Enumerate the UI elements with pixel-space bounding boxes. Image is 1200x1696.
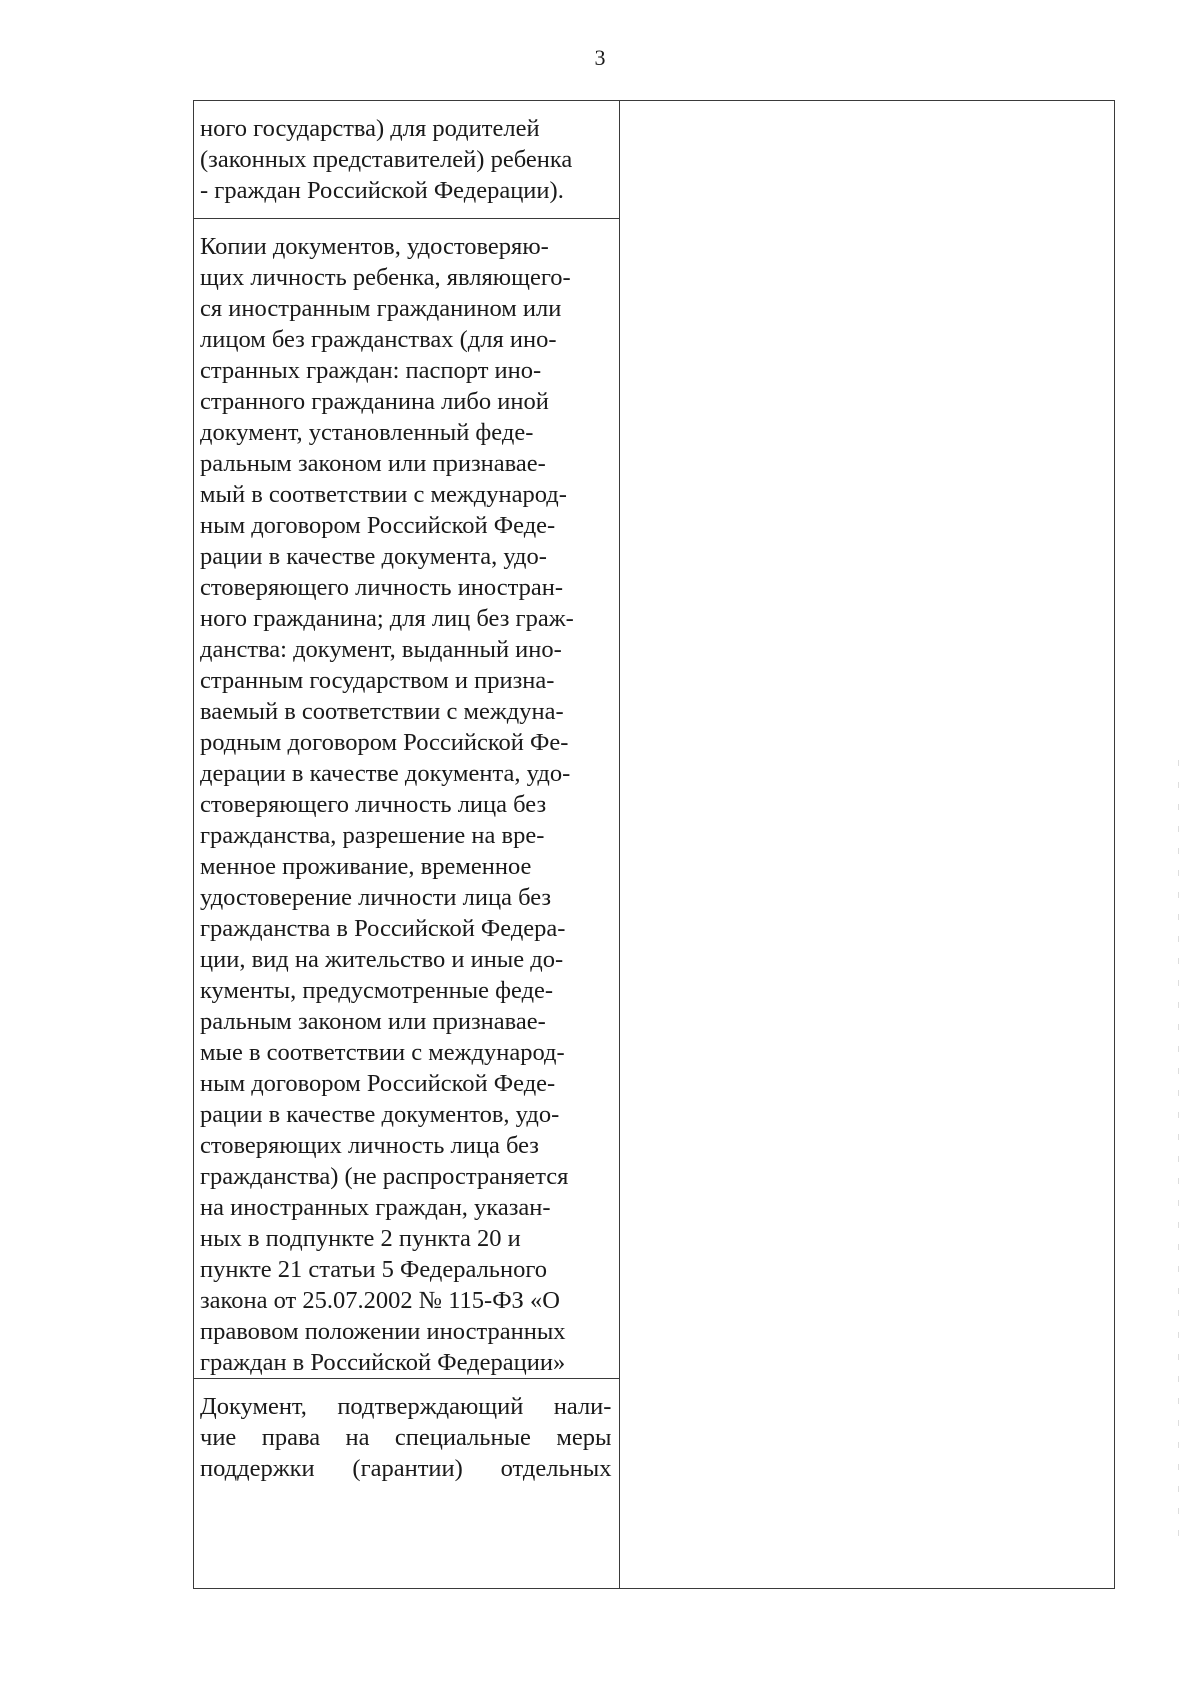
table-cell-left: [194, 219, 620, 1379]
cell-text: Копии документов, удостоверяю- щих личность ребенка, являющего- ся иностранным гражданином или лицом без гражданствах (для ино- странных граждан: паспорт ино- странного гражданина либо иной документ, установленный феде- ральным законом или признавае- мый в соответствии с международ- ным договором Российской Феде- рации в качестве документа, удо- стоверяющего личность иностран- ного гражданина; для лиц без граж- данства: документ, выданный ино- странным государством и призна- ваемый в соответствии с междуна- родным договором Российской Фе- дерации в качестве документа, удо- стоверяющего личность лица без гражданства, разрешение на вре- менное проживание, временное удостоверение личности лица без гражданства в Российской Федера- ции, вид на жительство и иные до- кументы, предусмотренные феде- ральным законом или признавае- мые в соответствии с международ- ным договором Российской Феде- рации в качестве документов, удо- стоверяющих личность лица без гражданства) (не распространяется на иностранных граждан, указан- ных в подпункте 2 пункта 20 и пункте 21 статьи 5 Федерального закона от 25.07.2002 № 115-ФЗ «О правовом положении иностранных граждан в Российской Федерации»: [200, 233, 574, 1376]
page-number: 3: [594, 45, 606, 70]
table-row: [194, 101, 1115, 219]
cell-text: ного государства) для родителей (законных представителей) ребенка - граждан Российской Федерации).: [200, 115, 573, 204]
cell-text: Документ, подтверждающий нали- чие права на специальные меры поддержки (гарантии) отдельных: [200, 1393, 612, 1482]
scan-artifact: [1178, 760, 1179, 1540]
table-cell-left: [194, 101, 620, 219]
table-cell-right: [620, 101, 1115, 1589]
document-table: [193, 100, 1115, 1589]
table-cell-left: [194, 1379, 620, 1589]
